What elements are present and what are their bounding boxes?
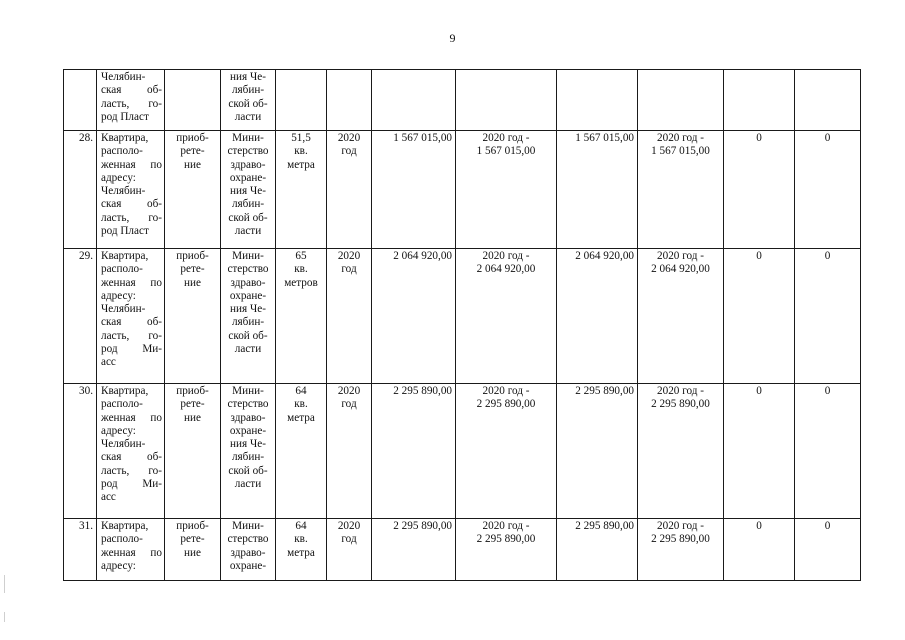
cell-line: ской об- — [228, 329, 268, 342]
cell-line: располо- — [101, 145, 143, 158]
cell-line: охране- — [229, 424, 267, 437]
cell-line: ласти — [234, 110, 262, 123]
cell-line: стерство — [227, 263, 269, 276]
value-cell: 0 — [795, 131, 861, 249]
estimated-cost-cell: 2 064 920,00 — [372, 249, 456, 384]
budget-by-year-cell — [638, 70, 724, 131]
cell-line: располо- — [101, 263, 143, 276]
cell-line: рете- — [180, 145, 205, 158]
value-cell: 0 — [795, 384, 861, 519]
estimated-cost-cell: 2 295 890,00 — [372, 519, 456, 581]
cell-line: располо- — [101, 398, 143, 411]
method-cell — [165, 131, 221, 249]
cell-line: 2020 — [337, 520, 361, 532]
cell-line: 2020 год - — [657, 250, 704, 262]
cell-line: здраво- — [230, 411, 266, 424]
authority-cell — [221, 249, 276, 384]
cell-line: 2020 — [337, 132, 361, 144]
table-row — [64, 384, 861, 519]
cell-line: ласть, го- — [101, 211, 162, 224]
cell-line: кв. — [294, 533, 308, 546]
cell-line: здраво- — [230, 158, 266, 171]
cell-line: 2 064 920,00 — [651, 263, 710, 276]
row-number-cell — [64, 70, 97, 131]
cell-line: асс — [101, 491, 116, 504]
cell-line: метра — [287, 546, 315, 559]
cell-line: 2020 год - — [482, 250, 530, 262]
cell-line: стерство — [227, 533, 269, 546]
cell-line: метра — [287, 158, 315, 171]
cell-line: ласти — [234, 225, 262, 238]
cell-line: адресу: — [101, 559, 136, 572]
cell-line: здраво- — [230, 546, 266, 559]
cell-line: женная по — [101, 411, 162, 424]
year-cell — [327, 70, 372, 131]
funding-by-year-cell — [456, 70, 557, 131]
estimated-cost-cell: 2 295 890,00 — [372, 384, 456, 519]
cell-line: ская об- — [101, 84, 162, 97]
cell-line: 2020 год - — [657, 132, 704, 144]
cell-line: адресу: — [101, 171, 136, 184]
cell-line: 2020 — [337, 250, 361, 262]
cell-line: род Ми- — [101, 478, 162, 491]
cell-line: год — [341, 145, 357, 158]
cell-line: ние — [184, 158, 201, 171]
cell-line: Квартира, — [101, 520, 149, 532]
cell-line: кв. — [294, 263, 308, 276]
cell-line: метра — [287, 411, 315, 424]
value-cell: 0 — [795, 519, 861, 581]
cell-line: ласти — [234, 343, 262, 356]
cell-line: ской об- — [228, 97, 268, 110]
cell-line: Мини- — [232, 520, 264, 532]
cell-line: ской об- — [228, 211, 268, 224]
cell-line: Челябин- — [101, 438, 146, 451]
cell-line: Квартира, — [101, 250, 149, 262]
authority-cell — [221, 131, 276, 249]
cell-line: 2 064 920,00 — [476, 263, 536, 276]
cell-line: род Пласт — [101, 110, 149, 123]
funding-by-year-cell — [456, 519, 557, 581]
cell-line: охране- — [229, 289, 267, 302]
cell-line: 51,5 — [291, 132, 311, 144]
method-cell — [165, 519, 221, 581]
method-cell — [165, 384, 221, 519]
budget-amount-cell: 1 567 015,00 — [557, 131, 638, 249]
area-cell — [276, 519, 327, 581]
cell-line: Мини- — [232, 250, 264, 262]
object-name-cell — [97, 70, 165, 131]
cell-line: ния Че- — [230, 303, 266, 316]
row-number-cell: 30. — [64, 384, 97, 519]
cell-line: 64 — [295, 385, 307, 397]
value-cell: 0 — [724, 249, 795, 384]
cell-line: Челябин- — [101, 185, 146, 198]
cell-line: род Ми- — [101, 343, 162, 356]
funding-by-year-cell — [456, 131, 557, 249]
row-number-cell: 31. — [64, 519, 97, 581]
value-cell: 0 — [724, 384, 795, 519]
cell-line: адресу: — [101, 424, 136, 437]
cell-line: охране- — [229, 171, 267, 184]
year-cell — [327, 131, 372, 249]
row-number-cell: 29. — [64, 249, 97, 384]
cell-line: 65 — [295, 250, 307, 262]
table-row — [64, 131, 861, 249]
cell-line: ласти — [234, 478, 262, 491]
value-cell: 0 — [724, 519, 795, 581]
authority-cell — [221, 384, 276, 519]
cell-line: ласть, го- — [101, 464, 162, 477]
budget-by-year-cell — [638, 519, 724, 581]
cell-line: год — [341, 398, 357, 411]
year-cell — [327, 384, 372, 519]
cell-line: приоб- — [176, 132, 209, 144]
cell-line: асс — [101, 356, 116, 369]
cell-line: лябин- — [231, 84, 265, 97]
cell-line: 2020 — [337, 385, 361, 397]
cell-line: 1 567 015,00 — [476, 145, 536, 158]
investment-objects-table — [63, 69, 861, 581]
estimated-cost-cell: 1 567 015,00 — [372, 131, 456, 249]
cell-line: метров — [284, 276, 318, 289]
cell-line: 2 295 890,00 — [651, 398, 710, 411]
cell-line: 1 567 015,00 — [651, 145, 710, 158]
cell-line: 2020 год - — [482, 385, 530, 397]
cell-line: ние — [184, 411, 201, 424]
cell-line: стерство — [227, 145, 269, 158]
budget-by-year-cell — [638, 249, 724, 384]
cell-line: рете- — [180, 533, 205, 546]
cell-line: 2 295 890,00 — [651, 533, 710, 546]
cell-line: 2 295 890,00 — [476, 533, 536, 546]
cell-line: Мини- — [232, 385, 264, 397]
method-cell — [165, 70, 221, 131]
cell-line: 2020 год - — [482, 132, 530, 144]
cell-line: ние — [184, 546, 201, 559]
budget-amount-cell: 2 295 890,00 — [557, 519, 638, 581]
cell-line: 64 — [295, 520, 307, 532]
area-cell — [276, 384, 327, 519]
cell-line: женная по — [101, 276, 162, 289]
cell-line: год — [341, 533, 357, 546]
cell-line: 2020 год - — [482, 520, 530, 532]
cell-line: 2020 год - — [657, 385, 704, 397]
cell-line: ласть, го- — [101, 329, 162, 342]
object-name-cell — [97, 519, 165, 581]
cell-line: стерство — [227, 398, 269, 411]
cell-line: Челябин- — [101, 71, 146, 83]
cell-line: лябин- — [231, 198, 265, 211]
cell-line: 2020 год - — [657, 520, 704, 532]
table-row — [64, 70, 861, 131]
year-cell — [327, 519, 372, 581]
cell-line: ласть, го- — [101, 97, 162, 110]
value-cell: 0 — [795, 249, 861, 384]
budget-amount-cell: 2 295 890,00 — [557, 384, 638, 519]
cell-line: Квартира, — [101, 132, 149, 144]
cell-line: кв. — [294, 145, 308, 158]
cell-line: Челябин- — [101, 303, 146, 316]
cell-line: Квартира, — [101, 385, 149, 397]
object-name-cell — [97, 131, 165, 249]
table-body — [64, 70, 861, 581]
value-cell — [795, 70, 861, 131]
value-cell: 0 — [724, 131, 795, 249]
cell-line: год — [341, 263, 357, 276]
cell-line: лябин- — [231, 451, 265, 464]
area-cell — [276, 70, 327, 131]
table-row — [64, 519, 861, 581]
scan-margin-mark — [4, 612, 5, 622]
object-name-cell — [97, 384, 165, 519]
cell-line: Мини- — [232, 132, 264, 144]
cell-line: приоб- — [176, 385, 209, 397]
cell-line: женная по — [101, 158, 162, 171]
area-cell — [276, 249, 327, 384]
scan-margin-mark — [4, 575, 5, 593]
row-number-cell: 28. — [64, 131, 97, 249]
cell-line: рете- — [180, 398, 205, 411]
cell-line: лябин- — [231, 316, 265, 329]
funding-by-year-cell — [456, 249, 557, 384]
cell-line: располо- — [101, 533, 143, 546]
page-number: 9 — [449, 31, 456, 45]
cell-line: рете- — [180, 263, 205, 276]
cell-line: женная по — [101, 546, 162, 559]
cell-line: ской об- — [228, 464, 268, 477]
cell-line: здраво- — [230, 276, 266, 289]
authority-cell — [221, 519, 276, 581]
cell-line: ская об- — [101, 451, 162, 464]
budget-by-year-cell — [638, 131, 724, 249]
funding-by-year-cell — [456, 384, 557, 519]
cell-line: ская об- — [101, 198, 162, 211]
table-row — [64, 249, 861, 384]
budget-amount-cell — [557, 70, 638, 131]
cell-line: приоб- — [176, 520, 209, 532]
cell-line: ния Че- — [230, 71, 266, 83]
value-cell — [724, 70, 795, 131]
cell-line: ская об- — [101, 316, 162, 329]
cell-line: охране- — [229, 559, 267, 572]
estimated-cost-cell — [372, 70, 456, 131]
cell-line: ние — [184, 276, 201, 289]
object-name-cell — [97, 249, 165, 384]
cell-line: ния Че- — [230, 185, 266, 198]
method-cell — [165, 249, 221, 384]
cell-line: род Пласт — [101, 225, 149, 238]
budget-by-year-cell — [638, 384, 724, 519]
authority-cell — [221, 70, 276, 131]
cell-line: ния Че- — [230, 438, 266, 451]
cell-line: адресу: — [101, 289, 136, 302]
budget-amount-cell: 2 064 920,00 — [557, 249, 638, 384]
area-cell — [276, 131, 327, 249]
year-cell — [327, 249, 372, 384]
cell-line: приоб- — [176, 250, 209, 262]
cell-line: 2 295 890,00 — [476, 398, 536, 411]
cell-line: кв. — [294, 398, 308, 411]
